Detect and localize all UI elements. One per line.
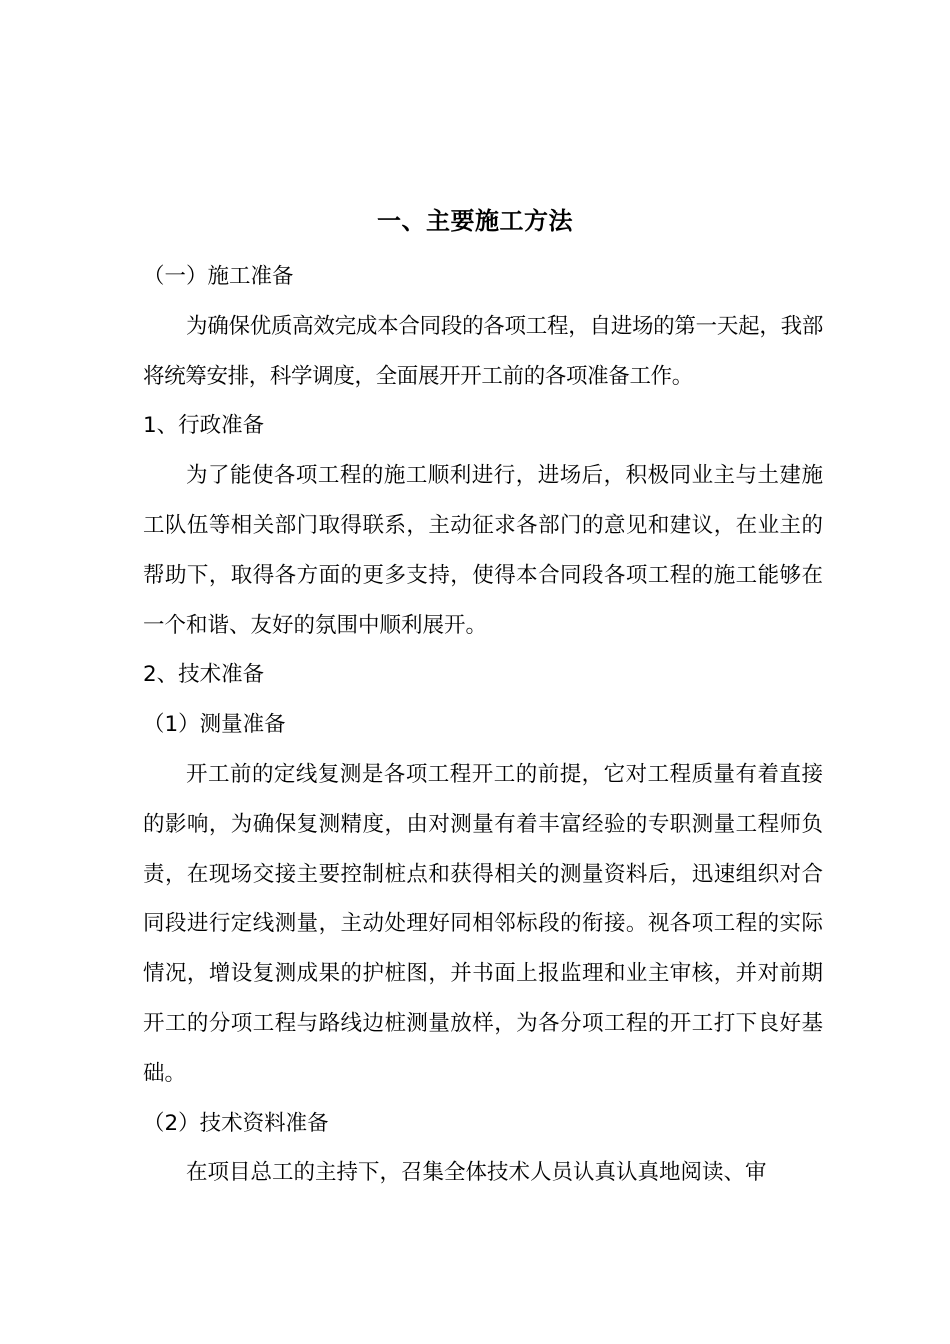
item-heading-survey-preparation: （1）测量准备 bbox=[143, 712, 286, 738]
subheading-technical-preparation: 2、技术准备 bbox=[143, 662, 265, 688]
paragraph-overview: 为确保优质高效完成本合同段的各项工程，自进场的第一天起，我部将统筹安排，科学调度，全面展开开工前的各项准备工作。 bbox=[143, 313, 823, 389]
section-heading-construction-preparation: （一）施工准备 bbox=[143, 264, 294, 289]
paragraph-administrative: 为了能使各项工程的施工顺利进行，进场后，积极同业主与土建施工队伍等相关部门取得联系，主动征求各部门的意见和建议，在业主的帮助下，取得各方面的更多支持，使得本合同段各项工程的施工能够在一个和谐、友好的氛围中顺利展开。 bbox=[143, 463, 823, 638]
paragraph-technical-documents: 在项目总工的主持下，召集全体技术人员认真认真地阅读、审 bbox=[186, 1160, 767, 1186]
document-title: 一、主要施工方法 bbox=[377, 207, 573, 235]
document-body bbox=[143, 252, 823, 1198]
subheading-administrative-preparation: 1、行政准备 bbox=[143, 413, 265, 439]
paragraph-survey: 开工前的定线复测是各项工程开工的前提，它对工程质量有着直接的影响，为确保复测精度，由对测量有着丰富经验的专职测量工程师负责，在现场交接主要控制桩点和获得相关的测量资料后，迅速组织对合同段进行定线测量，主动处理好同相邻标段的衔接。视各项工程的实际情况，增设复测成果的护桩图，并书面上报监理和业主审核，并对前期开工的分项工程与路线边桩测量放样，为各分项工程的开工打下良好基础。 bbox=[143, 761, 823, 1086]
item-heading-technical-documents: （2）技术资料准备 bbox=[143, 1110, 329, 1136]
